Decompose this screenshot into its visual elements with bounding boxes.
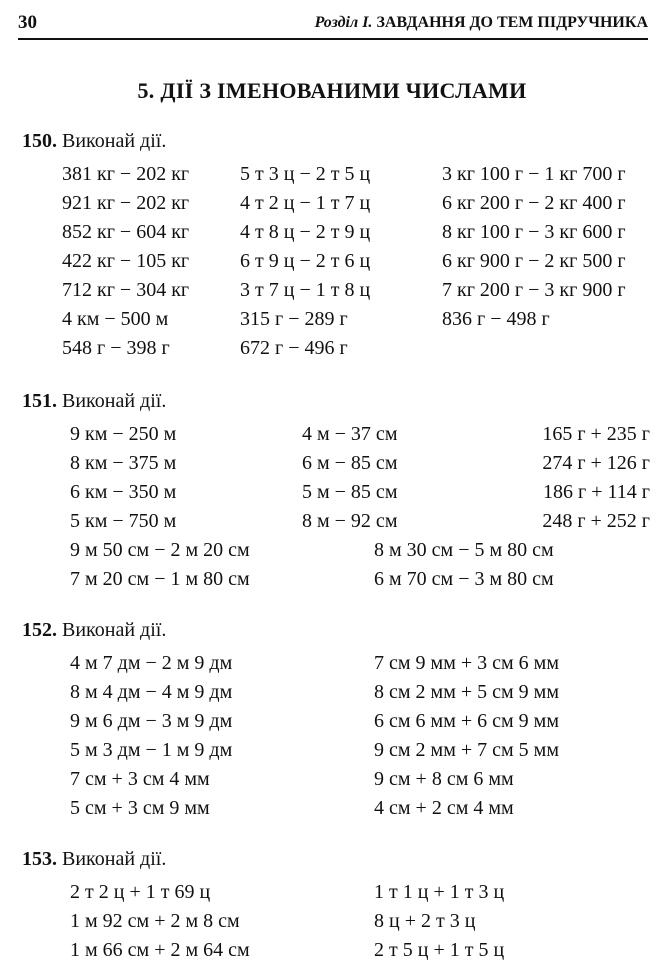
exercise-instruction: Виконай дії.	[62, 619, 167, 641]
expression: 6 см 6 мм + 6 см 9 мм	[374, 710, 559, 732]
expression: 8 м 4 дм − 4 м 9 дм	[70, 681, 233, 703]
expression-column	[70, 536, 250, 594]
page-number: 30	[18, 12, 37, 33]
expression-column	[374, 536, 554, 594]
expression-column	[442, 160, 626, 334]
expression: 1 м 66 см + 2 м 64 см	[70, 939, 250, 961]
expression: 8 ц + 2 т 3 ц	[374, 910, 476, 932]
expression: 8 кг 100 г − 3 кг 600 г	[442, 221, 626, 243]
expression: 3 т 7 ц − 1 т 8 ц	[240, 279, 371, 301]
exercise-heading	[22, 390, 166, 413]
expression: 381 кг − 202 кг	[62, 163, 190, 185]
expression: 5 м 3 дм − 1 м 9 дм	[70, 739, 233, 761]
exercise-heading	[22, 619, 166, 642]
exercise-number: 151.	[22, 390, 57, 412]
expression-column	[240, 160, 370, 363]
expression-column	[70, 878, 250, 965]
expression: 9 км − 250 м	[70, 423, 177, 445]
expression: 7 см 9 мм + 3 см 6 мм	[374, 652, 559, 674]
expression: 6 кг 900 г − 2 кг 500 г	[442, 250, 626, 272]
expression: 315 г − 289 г	[240, 308, 348, 330]
expression: 5 т 3 ц − 2 т 5 ц	[240, 163, 371, 185]
expression: 852 кг − 604 кг	[62, 221, 190, 243]
expression: 6 т 9 ц − 2 т 6 ц	[240, 250, 371, 272]
expression: 921 кг − 202 кг	[62, 192, 190, 214]
expression: 4 т 2 ц − 1 т 7 ц	[240, 192, 371, 214]
expression-column	[302, 420, 397, 536]
expression: 6 м 70 см − 3 м 80 см	[374, 568, 554, 590]
expression: 4 см + 2 см 4 мм	[374, 797, 514, 819]
expression: 6 м − 85 см	[302, 452, 398, 474]
expression: 4 км − 500 м	[62, 308, 169, 330]
expression: 7 см + 3 см 4 мм	[70, 768, 210, 790]
expression: 2 т 5 ц + 1 т 5 ц	[374, 939, 505, 961]
expression: 8 м − 92 см	[302, 510, 398, 532]
expression-column	[374, 649, 559, 823]
expression: 6 кг 200 г − 2 кг 400 г	[442, 192, 626, 214]
expression: 1 м 92 см + 2 м 8 см	[70, 910, 240, 932]
expression: 9 м 6 дм − 3 м 9 дм	[70, 710, 233, 732]
expression: 274 г + 126 г	[542, 452, 650, 474]
expression: 3 кг 100 г − 1 кг 700 г	[442, 163, 626, 185]
expression: 8 см 2 мм + 5 см 9 мм	[374, 681, 559, 703]
expression: 7 кг 200 г − 3 кг 900 г	[442, 279, 626, 301]
expression-column	[490, 420, 650, 536]
expression-column	[374, 878, 504, 965]
expression: 4 м 7 дм − 2 м 9 дм	[70, 652, 233, 674]
section-title: 5. ДІЇ З ІМЕНОВАНИМИ ЧИСЛАМИ	[137, 78, 527, 103]
expression: 672 г − 496 г	[240, 337, 348, 359]
expression: 836 г − 498 г	[442, 308, 550, 330]
exercise-number: 153.	[22, 848, 57, 870]
exercise-instruction: Виконай дії.	[62, 390, 167, 412]
exercise-instruction: Виконай дії.	[62, 130, 167, 152]
expression: 5 км − 750 м	[70, 510, 177, 532]
expression: 5 см + 3 см 9 мм	[70, 797, 210, 819]
section-name: ЗАВДАННЯ ДО ТЕМ ПІДРУЧНИКА	[376, 14, 648, 31]
expression: 9 м 50 см − 2 м 20 см	[70, 539, 250, 561]
expression: 4 м − 37 см	[302, 423, 398, 445]
exercise-number: 150.	[22, 130, 57, 152]
expression: 8 км − 375 м	[70, 452, 177, 474]
page-header	[18, 8, 648, 40]
exercise-heading	[22, 848, 166, 871]
expression: 248 г + 252 г	[542, 510, 650, 532]
exercise-instruction: Виконай дії.	[62, 848, 167, 870]
expression: 8 м 30 см − 5 м 80 см	[374, 539, 554, 561]
expression: 165 г + 235 г	[542, 423, 650, 445]
expression: 2 т 2 ц + 1 т 69 ц	[70, 881, 211, 903]
exercise-heading	[22, 130, 166, 153]
running-head	[315, 14, 648, 32]
expression: 4 т 8 ц − 2 т 9 ц	[240, 221, 371, 243]
expression-column	[70, 649, 232, 823]
expression: 422 кг − 105 кг	[62, 250, 190, 272]
expression: 548 г − 398 г	[62, 337, 170, 359]
expression: 9 см + 8 см 6 мм	[374, 768, 514, 790]
expression-column	[70, 420, 176, 536]
exercise-number: 152.	[22, 619, 57, 641]
expression: 9 см 2 мм + 7 см 5 мм	[374, 739, 559, 761]
expression: 7 м 20 см − 1 м 80 см	[70, 568, 250, 590]
expression: 712 кг − 304 кг	[62, 279, 190, 301]
expression: 6 км − 350 м	[70, 481, 177, 503]
expression: 186 г + 114 г	[543, 481, 650, 503]
section-prefix: Розділ І.	[314, 14, 373, 31]
expression: 5 м − 85 см	[302, 481, 398, 503]
expression-column	[62, 160, 189, 363]
expression: 1 т 1 ц + 1 т 3 ц	[374, 881, 505, 903]
